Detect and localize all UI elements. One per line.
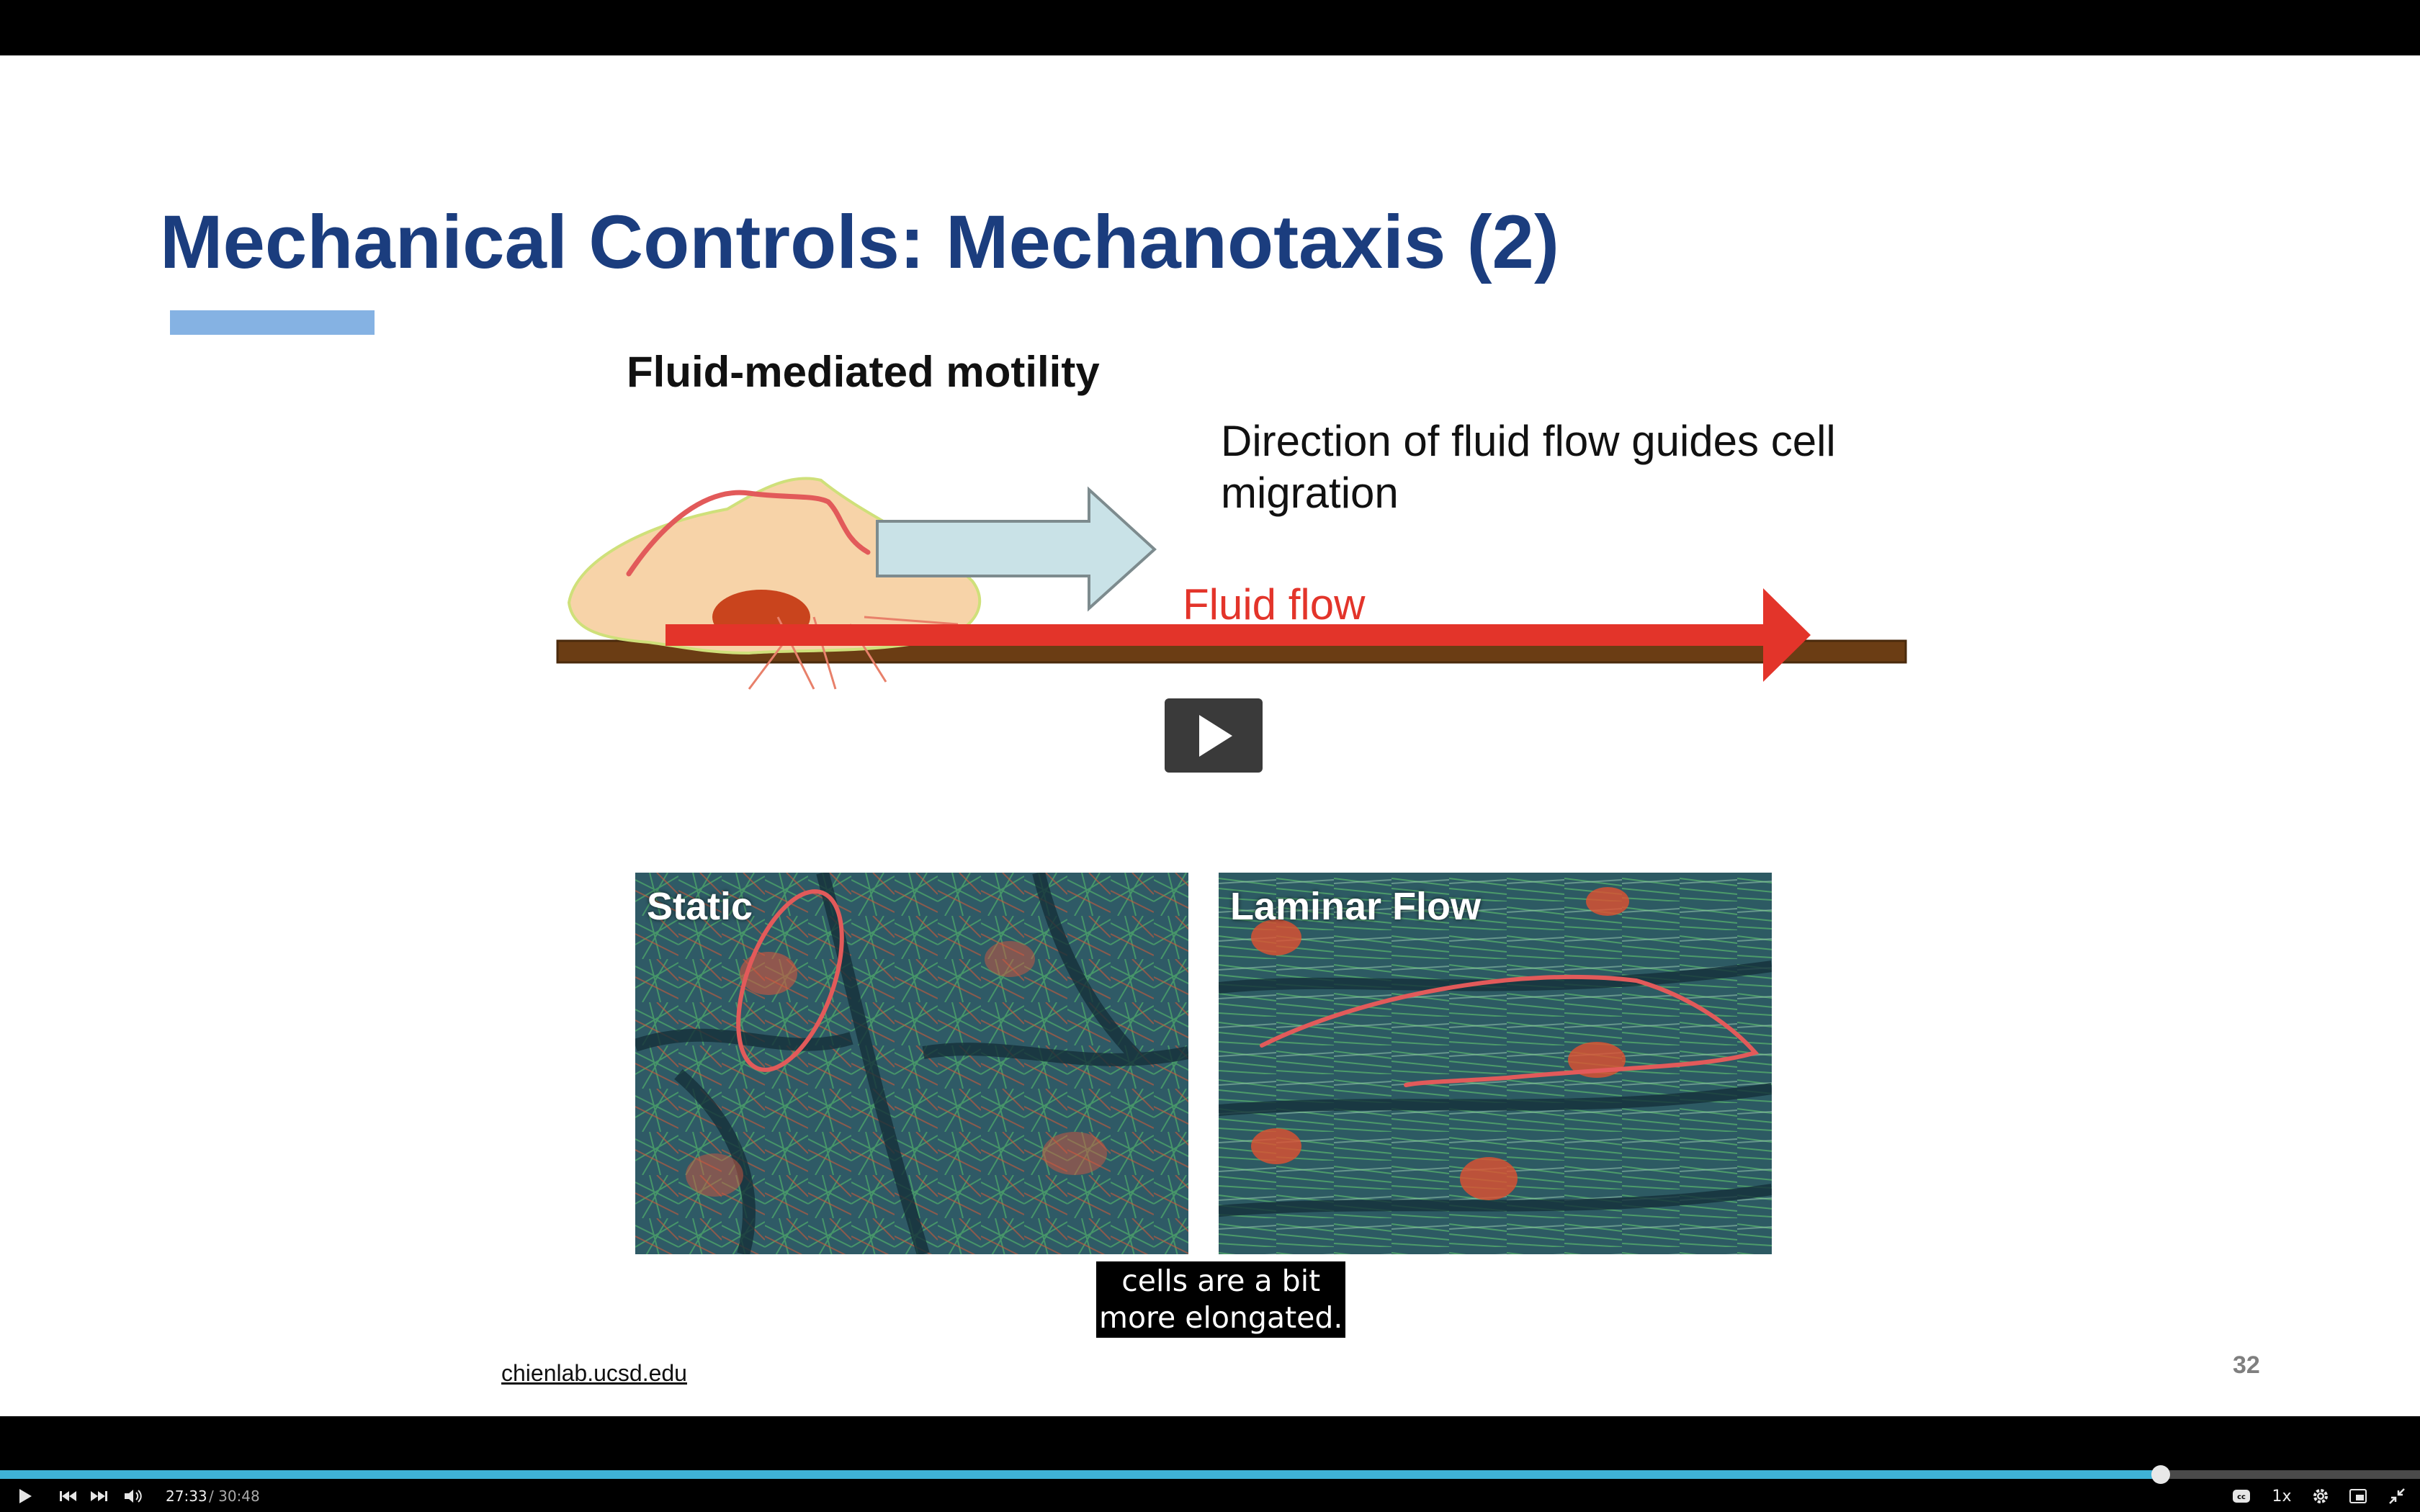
motility-diagram [0,55,2420,775]
svg-text:cc: cc [2237,1493,2246,1501]
diagram-heading: Fluid-mediated motility [627,348,1100,396]
progress-fill [0,1470,2161,1479]
center-play-button[interactable] [1165,698,1263,773]
picture-in-picture-button[interactable] [2347,1485,2370,1507]
captions-icon [2232,1489,2251,1503]
play-icon [1192,712,1235,760]
current-time: 27:33 [166,1488,207,1505]
gear-icon [2312,1488,2329,1505]
source-link[interactable]: chienlab.ucsd.edu [501,1360,687,1386]
settings-button[interactable] [2309,1485,2332,1507]
skip-previous-icon [59,1490,78,1503]
playback-speed: 1x [2272,1487,2292,1506]
total-time: / 30:48 [209,1488,260,1505]
laminar-flow-micrograph [1219,873,1772,1254]
fluid-flow-label: Fluid flow [1183,580,1366,629]
volume-icon [123,1488,143,1504]
static-micrograph [635,873,1188,1254]
progress-bar[interactable] [0,1470,2420,1479]
slide [0,55,2420,1416]
picture-in-picture-icon [2349,1488,2367,1504]
slide-number: 32 [2233,1351,2260,1379]
skip-next-icon [89,1490,108,1503]
static-label: Static [647,885,753,928]
captions-button[interactable] [2230,1485,2253,1507]
diagram-caption: Direction of fluid flow guides cell migration [1221,417,1836,517]
next-button[interactable] [88,1485,109,1507]
progress-handle[interactable] [2151,1465,2170,1484]
slide-title: Mechanical Controls: Mechanotaxis (2) [160,200,1559,284]
laminar-flow-label: Laminar Flow [1230,885,1482,928]
fullscreen-button[interactable] [2385,1485,2408,1507]
play-button[interactable] [14,1485,36,1507]
player-controls [0,1462,2420,1512]
caption-subtitle: cells are a bit more elongated. [1096,1261,1345,1338]
volume-button[interactable] [121,1485,145,1507]
previous-button[interactable] [58,1485,79,1507]
playback-speed-button[interactable] [2269,1485,2295,1507]
exit-fullscreen-icon [2388,1488,2406,1505]
flow-arrow-head [1763,588,1811,682]
play-icon [17,1488,33,1505]
